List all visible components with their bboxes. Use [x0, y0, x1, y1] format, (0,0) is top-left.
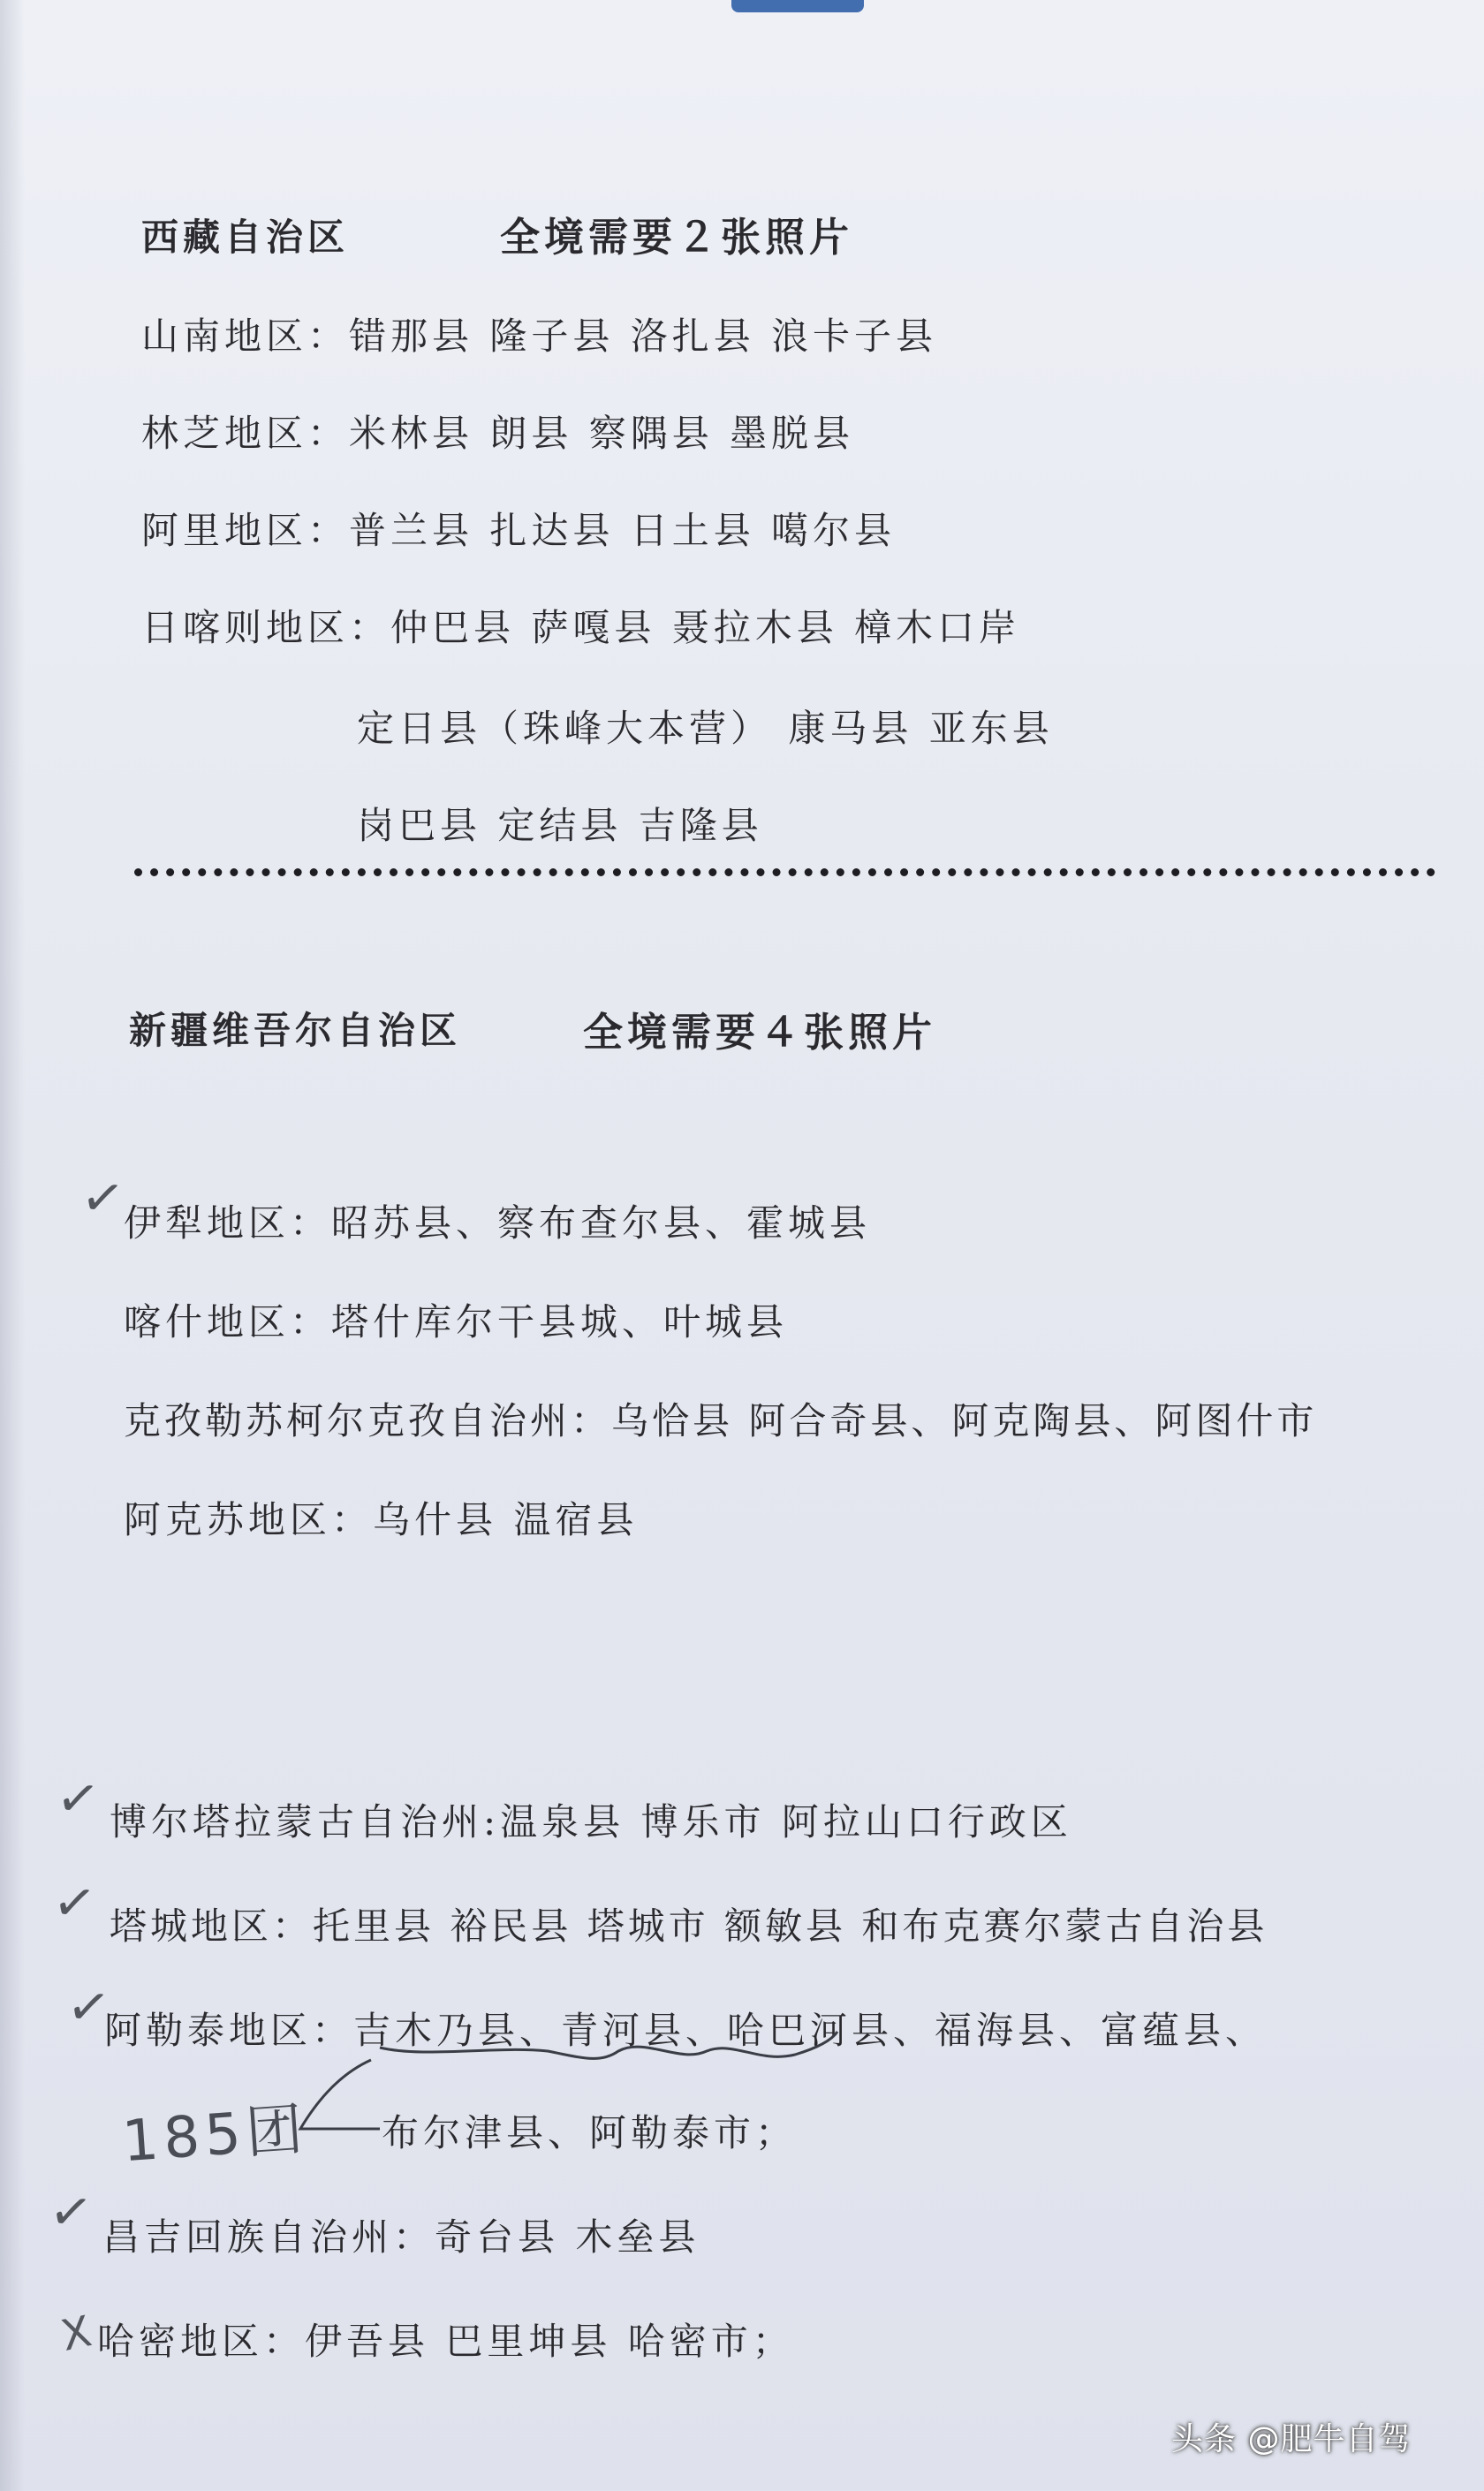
xinjiang-line-boertala: 博尔塔拉蒙古自治州:温泉县 博乐市 阿拉山口行政区	[110, 1800, 1072, 1844]
xinjiang-line-kashi: 喀什地区：塔什库尔干县城、叶城县	[124, 1300, 789, 1344]
check-mark-icon: ✓	[52, 1765, 104, 1832]
xinjiang-line-aletai-2: 布尔津县、阿勒泰市；	[382, 2111, 798, 2154]
xinjiang-line-akesu: 阿克苏地区：乌什县 温宿县	[124, 1498, 639, 1541]
xinjiang-line-hami: 哈密地区：伊吾县 巴里坤县 哈密市；	[97, 2320, 794, 2363]
tibet-line-rikaze-2: 定日县（珠峰大本营） 康马县 亚东县	[357, 707, 1054, 750]
handwritten-note: 185团	[120, 2096, 310, 2176]
check-mark-icon: ✓	[77, 1164, 129, 1231]
xinjiang-line-kezhou: 克孜勒苏柯尔克孜自治州：乌恰县 阿合奇县、阿克陶县、阿图什市	[124, 1399, 1318, 1442]
watermark: 头条 @肥牛自驾	[1171, 2421, 1412, 2457]
check-mark-icon: ✓	[49, 1869, 101, 1936]
xinjiang-line-tacheng: 塔城地区：托里县 裕民县 塔城市 额敏县 和布克赛尔蒙古自治县	[110, 1904, 1268, 1948]
xinjiang-photo-requirement: 全境需要４张照片	[583, 1009, 937, 1056]
tibet-line-rikaze-3: 岗巴县 定结县 吉隆县	[357, 804, 763, 847]
xinjiang-line-changji: 昌吉回族自治州：奇台县 木垒县	[102, 2215, 700, 2259]
tibet-line-ali: 阿里地区：普兰县 扎达县 日土县 噶尔县	[141, 509, 897, 552]
tibet-region-title: 西藏自治区	[141, 216, 350, 259]
check-mark-icon: ✓	[45, 2178, 97, 2245]
xinjiang-region-title: 新疆维吾尔自治区	[129, 1009, 462, 1052]
xinjiang-line-aletai: 阿勒泰地区：吉木乃县、青河县、哈巴河县、福海县、富蕴县、	[104, 2009, 1268, 2052]
wavy-underline	[380, 2032, 837, 2058]
tibet-photo-requirement: 全境需要２张照片	[500, 214, 854, 261]
xinjiang-line-yili: 伊犁地区：昭苏县、察布查尔县、霍城县	[124, 1201, 872, 1245]
tibet-line-shannan: 山南地区：错那县 隆子县 洛扎县 浪卡子县	[141, 314, 938, 358]
cross-mark-icon: X	[57, 2306, 96, 2361]
tibet-line-rikaze: 日喀则地区：仲巴县 萨嘎县 聂拉木县 樟木口岸	[141, 606, 1021, 649]
check-mark-icon: ✓	[63, 1973, 115, 2040]
tibet-line-linzhi: 林芝地区：米林县 朗县 察隅县 墨脱县	[141, 412, 855, 455]
connector-line	[300, 2060, 380, 2129]
